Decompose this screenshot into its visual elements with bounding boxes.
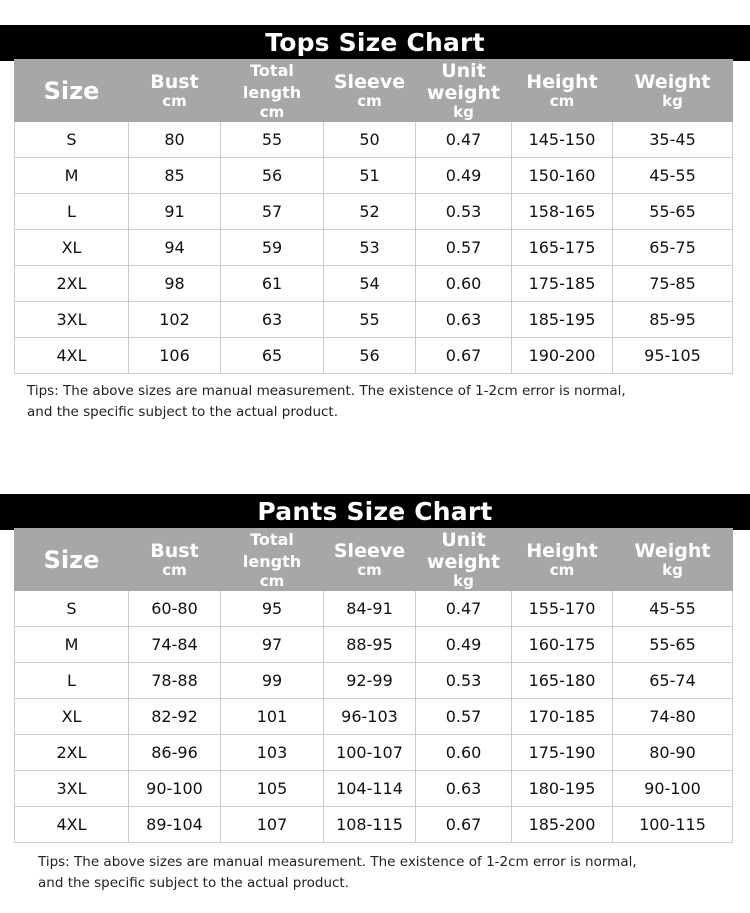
cell-height: 155-170 bbox=[512, 591, 613, 627]
cell-size: L bbox=[15, 194, 129, 230]
cell-total-length: 56 bbox=[221, 158, 324, 194]
cell-unit-weight: 0.57 bbox=[416, 699, 512, 735]
cell-total-length: 59 bbox=[221, 230, 324, 266]
cell-unit-weight: 0.53 bbox=[416, 663, 512, 699]
cell-total-length: 107 bbox=[221, 807, 324, 843]
cell-unit-weight: 0.49 bbox=[416, 627, 512, 663]
table-row bbox=[15, 627, 733, 663]
header-unit-weight: Unit weight kg bbox=[416, 60, 512, 122]
cell-unit-weight: 0.63 bbox=[416, 302, 512, 338]
tops-tips bbox=[27, 381, 626, 423]
cell-height: 158-165 bbox=[512, 194, 613, 230]
cell-unit-weight: 0.47 bbox=[416, 122, 512, 158]
tips-line: Tips: The above sizes are manual measurement. The existence of 1-2cm error is normal, bbox=[27, 383, 626, 399]
cell-weight: 55-65 bbox=[613, 627, 733, 663]
cell-weight: 85-95 bbox=[613, 302, 733, 338]
cell-total-length: 65 bbox=[221, 338, 324, 374]
cell-size: M bbox=[15, 627, 129, 663]
cell-height: 190-200 bbox=[512, 338, 613, 374]
cell-height: 150-160 bbox=[512, 158, 613, 194]
tops-header-row bbox=[15, 60, 733, 122]
header-total-length: Total length cm bbox=[221, 60, 324, 122]
cell-height: 185-195 bbox=[512, 302, 613, 338]
cell-size: S bbox=[15, 122, 129, 158]
table-row bbox=[15, 158, 733, 194]
pants-title: Pants Size Chart bbox=[0, 494, 750, 530]
cell-weight: 74-80 bbox=[613, 699, 733, 735]
table-row bbox=[15, 266, 733, 302]
cell-total-length: 55 bbox=[221, 122, 324, 158]
cell-total-length: 61 bbox=[221, 266, 324, 302]
header-height: Height cm bbox=[512, 60, 613, 122]
table-row bbox=[15, 663, 733, 699]
pants-tips bbox=[38, 852, 637, 894]
tips-line: Tips: The above sizes are manual measurement. The existence of 1-2cm error is normal, bbox=[38, 854, 637, 870]
cell-bust: 82-92 bbox=[129, 699, 221, 735]
cell-unit-weight: 0.67 bbox=[416, 807, 512, 843]
cell-size: 2XL bbox=[15, 266, 129, 302]
header-size: Size bbox=[15, 529, 129, 591]
header-weight: Weight kg bbox=[613, 529, 733, 591]
cell-weight: 65-75 bbox=[613, 230, 733, 266]
table-row bbox=[15, 230, 733, 266]
header-sleeve: Sleeve cm bbox=[324, 529, 416, 591]
cell-weight: 45-55 bbox=[613, 591, 733, 627]
cell-bust: 89-104 bbox=[129, 807, 221, 843]
cell-total-length: 97 bbox=[221, 627, 324, 663]
pants-size-table bbox=[14, 528, 733, 843]
tops-size-table bbox=[14, 59, 733, 374]
pants-header-row bbox=[15, 529, 733, 591]
cell-sleeve: 56 bbox=[324, 338, 416, 374]
header-sleeve: Sleeve cm bbox=[324, 60, 416, 122]
cell-unit-weight: 0.60 bbox=[416, 735, 512, 771]
cell-size: 4XL bbox=[15, 338, 129, 374]
cell-sleeve: 50 bbox=[324, 122, 416, 158]
cell-size: 3XL bbox=[15, 302, 129, 338]
cell-bust: 106 bbox=[129, 338, 221, 374]
cell-height: 145-150 bbox=[512, 122, 613, 158]
cell-bust: 98 bbox=[129, 266, 221, 302]
cell-unit-weight: 0.67 bbox=[416, 338, 512, 374]
cell-height: 160-175 bbox=[512, 627, 613, 663]
cell-bust: 80 bbox=[129, 122, 221, 158]
cell-height: 180-195 bbox=[512, 771, 613, 807]
cell-height: 175-190 bbox=[512, 735, 613, 771]
table-row bbox=[15, 338, 733, 374]
cell-weight: 45-55 bbox=[613, 158, 733, 194]
cell-size: XL bbox=[15, 230, 129, 266]
cell-height: 175-185 bbox=[512, 266, 613, 302]
cell-bust: 91 bbox=[129, 194, 221, 230]
cell-bust: 86-96 bbox=[129, 735, 221, 771]
table-row bbox=[15, 807, 733, 843]
cell-sleeve: 100-107 bbox=[324, 735, 416, 771]
table-row bbox=[15, 699, 733, 735]
header-height: Height cm bbox=[512, 529, 613, 591]
header-unit-weight: Unit weight kg bbox=[416, 529, 512, 591]
table-row bbox=[15, 735, 733, 771]
cell-bust: 78-88 bbox=[129, 663, 221, 699]
cell-sleeve: 88-95 bbox=[324, 627, 416, 663]
cell-weight: 80-90 bbox=[613, 735, 733, 771]
cell-unit-weight: 0.63 bbox=[416, 771, 512, 807]
header-bust: Bust cm bbox=[129, 60, 221, 122]
cell-sleeve: 96-103 bbox=[324, 699, 416, 735]
header-weight: Weight kg bbox=[613, 60, 733, 122]
cell-weight: 55-65 bbox=[613, 194, 733, 230]
table-row bbox=[15, 591, 733, 627]
cell-size: 3XL bbox=[15, 771, 129, 807]
cell-total-length: 63 bbox=[221, 302, 324, 338]
cell-height: 185-200 bbox=[512, 807, 613, 843]
cell-height: 165-180 bbox=[512, 663, 613, 699]
cell-weight: 75-85 bbox=[613, 266, 733, 302]
cell-sleeve: 108-115 bbox=[324, 807, 416, 843]
cell-sleeve: 53 bbox=[324, 230, 416, 266]
header-size: Size bbox=[15, 60, 129, 122]
cell-weight: 65-74 bbox=[613, 663, 733, 699]
cell-total-length: 101 bbox=[221, 699, 324, 735]
cell-total-length: 95 bbox=[221, 591, 324, 627]
cell-unit-weight: 0.53 bbox=[416, 194, 512, 230]
cell-unit-weight: 0.47 bbox=[416, 591, 512, 627]
cell-total-length: 103 bbox=[221, 735, 324, 771]
cell-weight: 100-115 bbox=[613, 807, 733, 843]
cell-sleeve: 52 bbox=[324, 194, 416, 230]
cell-bust: 60-80 bbox=[129, 591, 221, 627]
table-row bbox=[15, 122, 733, 158]
cell-sleeve: 54 bbox=[324, 266, 416, 302]
table-row bbox=[15, 771, 733, 807]
cell-sleeve: 84-91 bbox=[324, 591, 416, 627]
tips-line: and the specific subject to the actual product. bbox=[38, 875, 350, 891]
cell-weight: 35-45 bbox=[613, 122, 733, 158]
cell-bust: 85 bbox=[129, 158, 221, 194]
cell-height: 165-175 bbox=[512, 230, 613, 266]
cell-unit-weight: 0.49 bbox=[416, 158, 512, 194]
header-total-length: Total length cm bbox=[221, 529, 324, 591]
cell-bust: 74-84 bbox=[129, 627, 221, 663]
cell-unit-weight: 0.60 bbox=[416, 266, 512, 302]
cell-bust: 102 bbox=[129, 302, 221, 338]
cell-bust: 90-100 bbox=[129, 771, 221, 807]
cell-weight: 90-100 bbox=[613, 771, 733, 807]
cell-height: 170-185 bbox=[512, 699, 613, 735]
cell-size: M bbox=[15, 158, 129, 194]
cell-weight: 95-105 bbox=[613, 338, 733, 374]
cell-bust: 94 bbox=[129, 230, 221, 266]
cell-sleeve: 55 bbox=[324, 302, 416, 338]
header-bust: Bust cm bbox=[129, 529, 221, 591]
cell-size: 2XL bbox=[15, 735, 129, 771]
table-row bbox=[15, 194, 733, 230]
cell-total-length: 105 bbox=[221, 771, 324, 807]
cell-total-length: 99 bbox=[221, 663, 324, 699]
cell-sleeve: 104-114 bbox=[324, 771, 416, 807]
cell-total-length: 57 bbox=[221, 194, 324, 230]
cell-size: 4XL bbox=[15, 807, 129, 843]
tips-line: and the specific subject to the actual product. bbox=[27, 404, 339, 420]
cell-sleeve: 51 bbox=[324, 158, 416, 194]
cell-size: S bbox=[15, 591, 129, 627]
tops-title: Tops Size Chart bbox=[0, 25, 750, 61]
cell-size: L bbox=[15, 663, 129, 699]
table-row bbox=[15, 302, 733, 338]
cell-sleeve: 92-99 bbox=[324, 663, 416, 699]
cell-unit-weight: 0.57 bbox=[416, 230, 512, 266]
cell-size: XL bbox=[15, 699, 129, 735]
